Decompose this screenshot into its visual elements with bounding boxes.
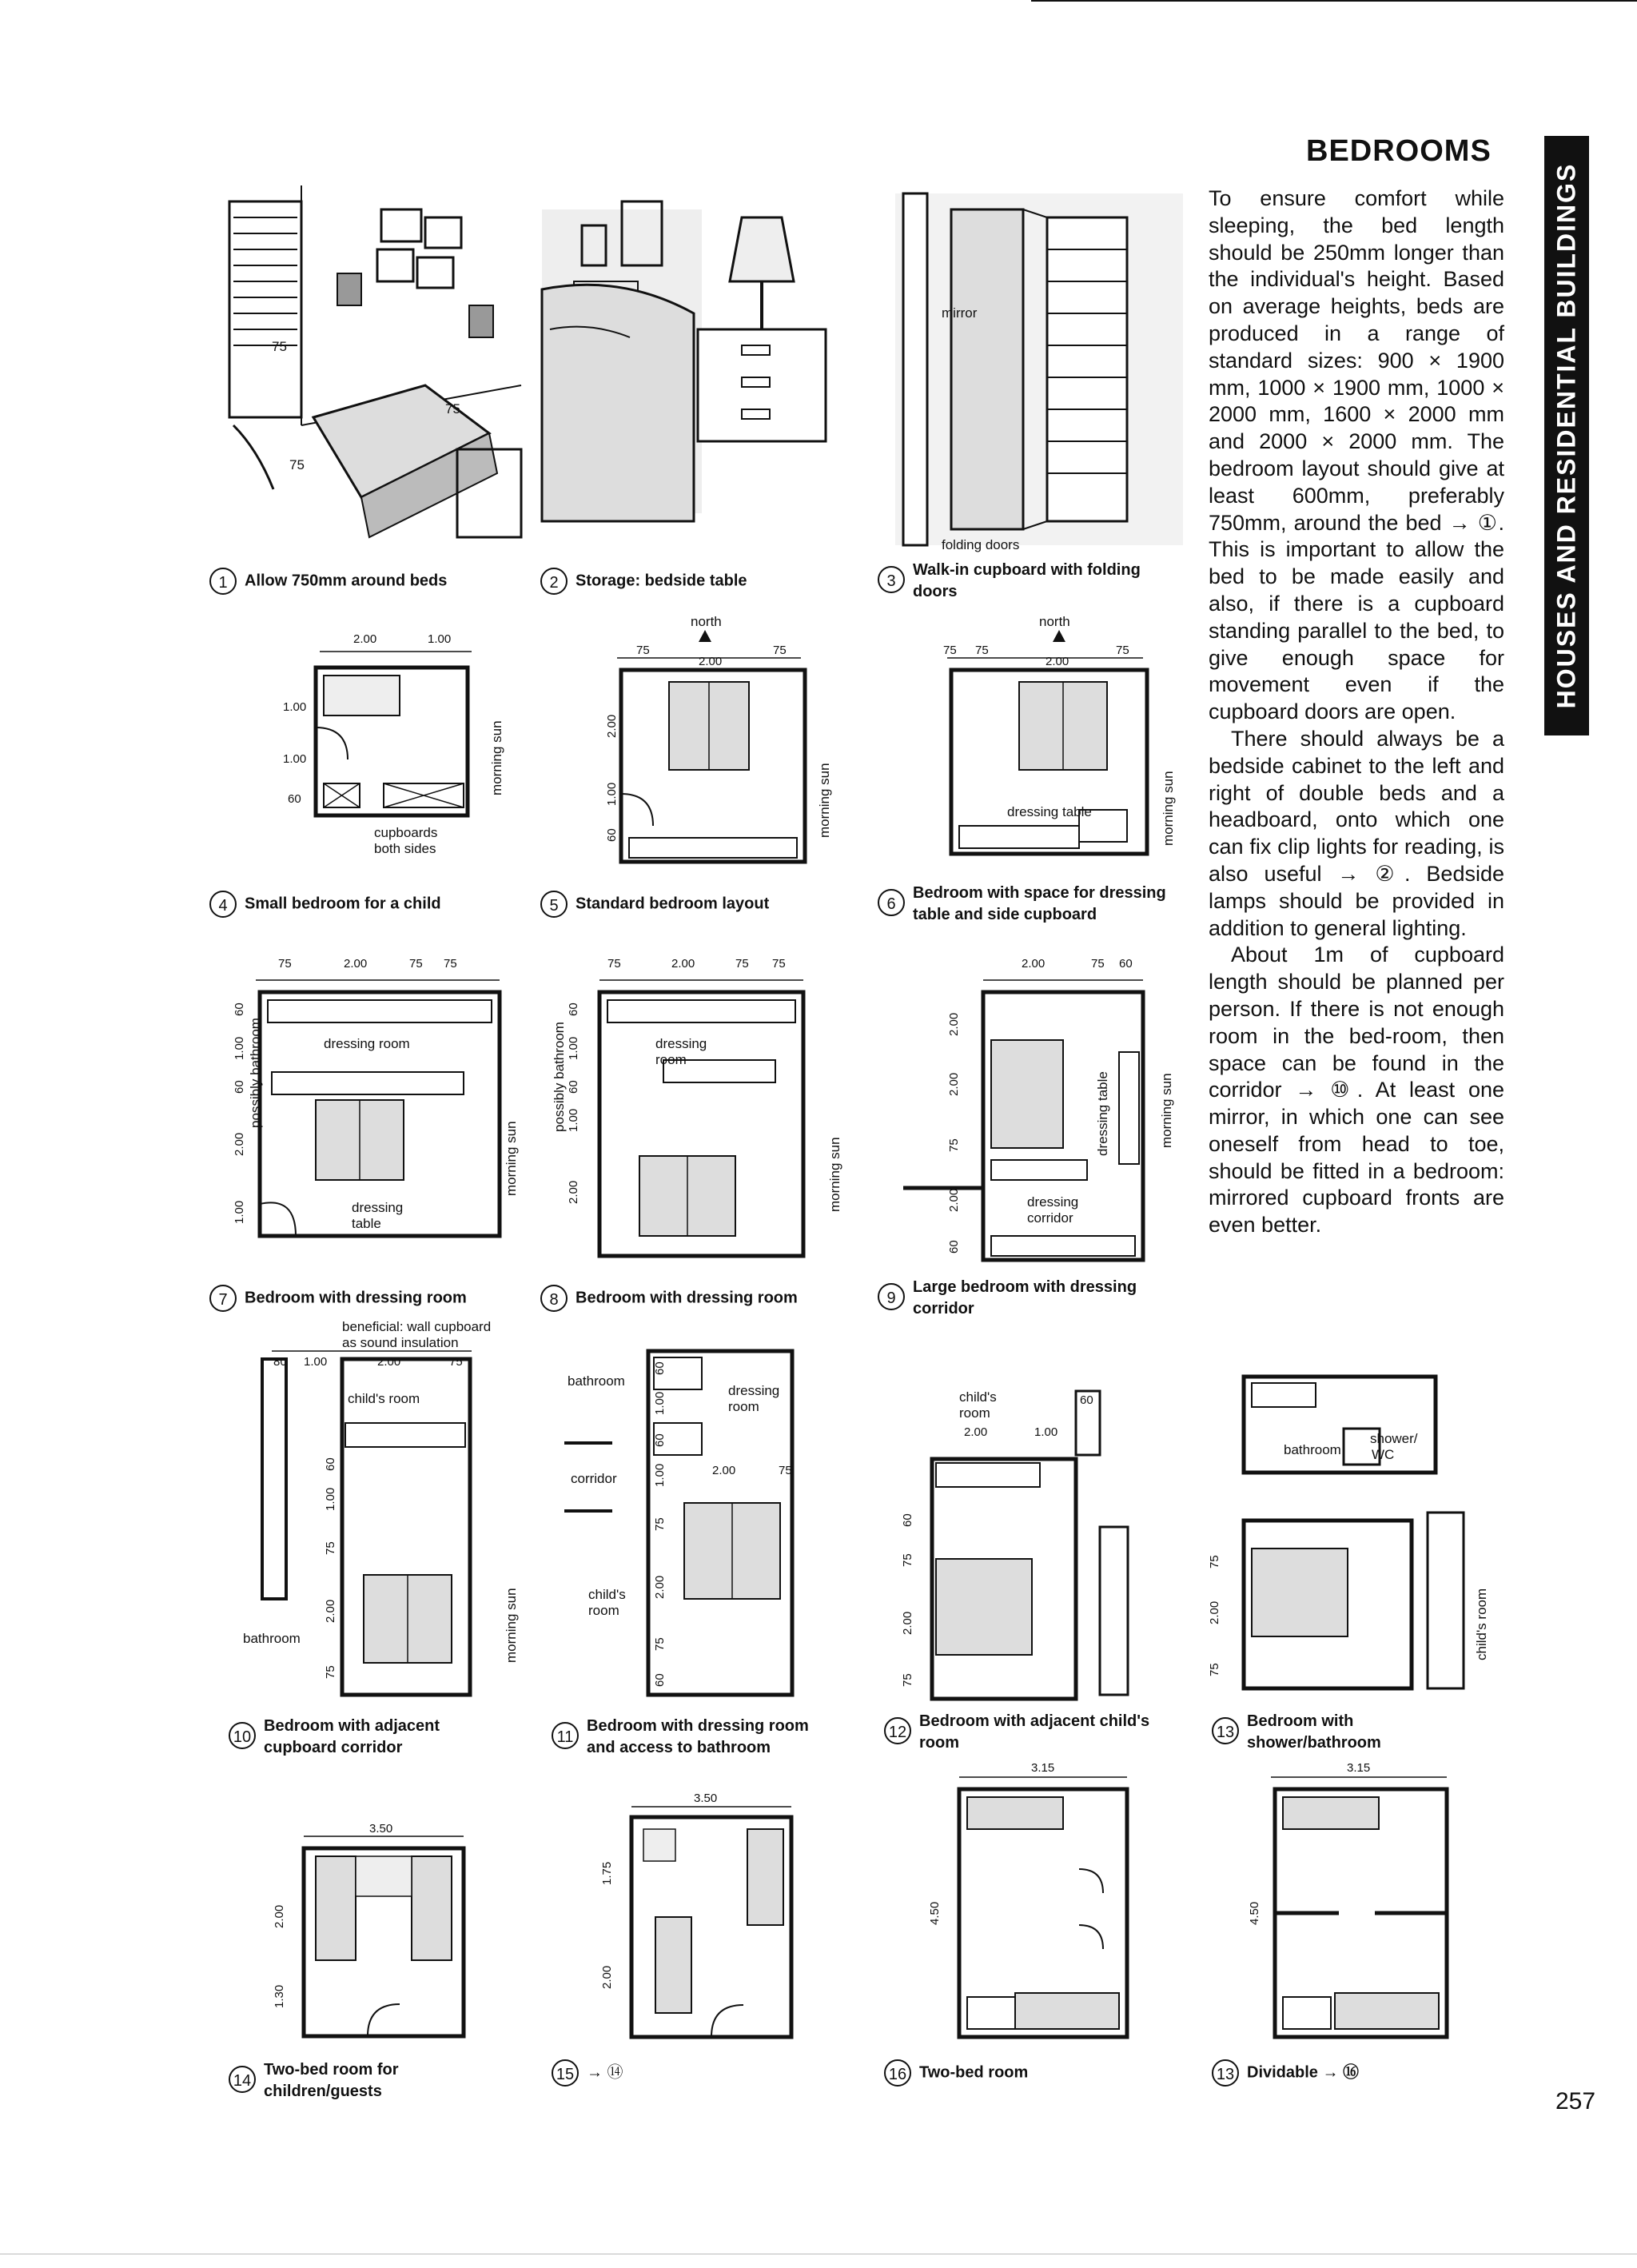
dim-label: 75 (1116, 644, 1129, 657)
figure-number: 8 (540, 1285, 568, 1312)
morning-sun-label: morning sun (1161, 771, 1176, 846)
figure-12-caption: 12 Bedroom with adjacent child's room (884, 1711, 1156, 1754)
dim-label: 75 (772, 957, 786, 971)
figure-11-plan (564, 1343, 812, 1703)
dim-label: 60 (233, 1080, 246, 1094)
bed-perspective-sketch (225, 185, 521, 537)
dressing-room-label: dressing (728, 1383, 780, 1398)
dim-label: 60 (653, 1673, 667, 1687)
figure-4-caption: 4 Small bedroom for a child (209, 891, 513, 918)
figure-6-caption: 6 Bedroom with space for dressing table and side cupboard (878, 883, 1181, 926)
dim-label: 2.00 (947, 1012, 961, 1036)
figure-number: 12 (884, 1717, 911, 1744)
dim-label: 2.00 (964, 1425, 988, 1439)
dim-label: 75 (324, 1541, 337, 1555)
childs-room-label: room (959, 1405, 990, 1421)
figure-number: 10 (229, 1722, 256, 1749)
dim-label: 75 (901, 1673, 914, 1687)
dim-label: 75 (779, 1464, 792, 1477)
dim-label: 1.75 (600, 1861, 614, 1885)
dim-label: 75 (1208, 1555, 1221, 1568)
figure-number: 13 (1212, 1717, 1239, 1744)
two-bed-room-plan-16 (919, 1765, 1151, 2045)
dim-label: 2.00 (1208, 1600, 1221, 1624)
dim-label: 60 (567, 1080, 580, 1094)
dim-label: 1.00 (233, 1200, 246, 1224)
bathroom-label: bathroom (1284, 1442, 1341, 1457)
dim-label: 75 (773, 644, 787, 657)
bathroom-label: bathroom (243, 1631, 301, 1646)
figure-8-plan (552, 956, 847, 1268)
childs-room-label: child's (588, 1587, 626, 1602)
page-number: 257 (1555, 2088, 1596, 2115)
figure-7-caption: 7 Bedroom with dressing room (209, 1285, 529, 1312)
dividable-room-plan (1247, 1765, 1479, 2045)
dim-label: 60 (1080, 1393, 1093, 1407)
dim-label: 75 (947, 1138, 961, 1152)
dim-label: 60 (653, 1433, 667, 1447)
figure-4-plan (280, 632, 520, 871)
dim-label: 3.15 (1031, 1761, 1055, 1775)
dim-label: 75 (289, 457, 305, 472)
dim-label: 75 (943, 644, 957, 657)
dim-label: 2.00 (324, 1599, 337, 1623)
bedside-table-sketch (542, 185, 838, 537)
cupboard-corridor-plan (240, 1311, 528, 1711)
childs-room-label: child's room (1474, 1588, 1489, 1660)
dim-label: 80 (273, 1355, 287, 1369)
note-label: beneficial: wall cupboard (342, 1319, 492, 1334)
dim-label: 3.50 (369, 1822, 393, 1836)
dim-label: 60 (1119, 957, 1133, 971)
dim-label: 1.00 (567, 1036, 580, 1060)
figure-13-plan (1204, 1369, 1508, 1696)
mirror-label: mirror (942, 305, 978, 321)
figure-number: 15 (552, 2059, 579, 2087)
dim-label: 2.00 (699, 655, 723, 668)
dim-label: 2.00 (947, 1072, 961, 1096)
north-label: north (1039, 614, 1070, 629)
figure-number: 11 (552, 1722, 579, 1749)
dim-label: 75 (445, 401, 460, 417)
figure-8-caption: 8 Bedroom with dressing room (540, 1285, 860, 1312)
figure-9-plan (903, 956, 1183, 1268)
dressing-corridor-label: corridor (1027, 1210, 1073, 1226)
dim-label: 2.00 (273, 1904, 286, 1928)
cupboards-label: cupboards (374, 825, 438, 840)
morning-sun-label: morning sun (489, 720, 504, 795)
dim-label: 75 (1091, 957, 1105, 971)
dim-label: 2.00 (344, 957, 368, 971)
figure-14-caption: 14 Two-bed room for children/guests (229, 2059, 484, 2103)
childs-room-label: child's (959, 1389, 997, 1405)
dim-label: 2.00 (712, 1464, 736, 1477)
dressing-table-label: dressing (352, 1200, 404, 1215)
possibly-bathroom-label: possibly bathroom (248, 1018, 263, 1128)
dim-label: 2.00 (653, 1575, 667, 1599)
figure-number: 2 (540, 568, 568, 595)
figure-16-caption: 16 Two-bed room (884, 2059, 1124, 2087)
figure-number: 13 (1212, 2059, 1239, 2087)
dim-label: 75 (901, 1553, 914, 1567)
dim-label: 75 (409, 957, 423, 971)
figure-number: 16 (884, 2059, 911, 2087)
dim-label: 1.00 (304, 1355, 328, 1369)
dim-label: 2.00 (605, 714, 619, 738)
dim-label: 2.00 (901, 1611, 914, 1635)
paragraph: About 1m of cupboard length should be planned per person. If there is not enough room in the bed-room, then space can be found in the corridor → ⑩. At least one mirror, in which one can see oneself from head to toe, should be fitted in a bedroom: mirrored cupboard fronts are even better. (1209, 943, 1504, 1238)
dressing-table-label: table (352, 1216, 381, 1231)
figure-number: 3 (878, 566, 905, 593)
page-title: BEDROOMS (1306, 134, 1492, 168)
dim-label: 3.50 (694, 1792, 718, 1805)
dim-label: 75 (272, 339, 287, 354)
dim-label: 60 (901, 1513, 914, 1527)
adjacent-childs-room-plan (884, 1383, 1140, 1703)
dressing-table-label: dressing table (1095, 1071, 1110, 1156)
dressing-room-label: dressing room (324, 1036, 410, 1051)
dim-label: 75 (636, 644, 650, 657)
body-text (1209, 185, 1504, 1239)
dim-label: 2.00 (567, 1180, 580, 1204)
dim-label: 60 (567, 1002, 580, 1016)
dim-label: 2.00 (1022, 957, 1046, 971)
dim-label: 2.00 (1046, 655, 1069, 668)
figure-6-plan (935, 614, 1191, 878)
figure-1-caption: 1 Allow 750mm around beds (209, 568, 513, 595)
figure-11-caption: 11 Bedroom with dressing room and access to bathroom (552, 1716, 823, 1759)
top-rule (1031, 0, 1637, 2)
dressing-room-label: room (728, 1399, 759, 1414)
figure-10-caption: 10 Bedroom with adjacent cupboard corridor (229, 1716, 500, 1759)
figure-number: 4 (209, 891, 237, 918)
section-tab-label: HOUSES AND RESIDENTIAL BUILDINGS (1551, 162, 1581, 709)
figure-number: 14 (229, 2066, 256, 2093)
section-tab (1544, 136, 1589, 735)
figure-3-caption: 3 Walk-in cupboard with folding doors (878, 560, 1165, 603)
figure-5-caption: 5 Standard bedroom layout (540, 891, 844, 918)
north-label: north (691, 614, 722, 629)
figure-14-plan (264, 1824, 496, 2048)
dim-label: 1.30 (273, 1984, 286, 2008)
paragraph: To ensure comfort while sleeping, the bed length should be 250mm longer than the individual's height. Based on average heights, beds are produced in a range of standard sizes: 900 × 1900 mm, 1000 × 1900 mm, 1000 × 2000 mm, 1600 × 2000 mm and 2000 × 2000 mm. The bedroom layout should give at least 600mm, preferably 750mm, around the bed → ①. This is important to allow the bed to be made easily and also, if there is a cupboard standing parallel to the bed, to give enough space for movement even if the cupboard doors are open. (1209, 186, 1504, 724)
paragraph: There should always be a bedside cabinet to the left and right of double beds and a headboard, onto which one can fix clip lights for reading, is also useful → ②. Bedside lamps should be provided in addition to general lighting. (1209, 726, 1504, 940)
figure-number: 7 (209, 1285, 237, 1312)
two-bed-room-plan-14 (264, 1824, 496, 2048)
note-label: as sound insulation (342, 1335, 459, 1350)
dim-label: 75 (1208, 1663, 1221, 1676)
figure-number: 1 (209, 568, 237, 595)
dressing-table-label: dressing table (1007, 804, 1092, 819)
dim-label: 60 (605, 828, 619, 842)
childs-room-label: room (588, 1603, 619, 1618)
morning-sun-label: morning sun (827, 1137, 842, 1212)
bedroom-dressing-room-plan-8 (552, 956, 847, 1268)
dim-label: 75 (607, 957, 621, 971)
dim-label: 4.50 (928, 1901, 942, 1925)
bathroom-label: bathroom (568, 1373, 625, 1389)
dim-label: 75 (653, 1517, 667, 1531)
walk-in-cupboard-sketch (895, 185, 1183, 553)
dim-label: 60 (947, 1240, 961, 1254)
figure-13-caption: 13 Bedroom with shower/bathroom (1212, 1711, 1484, 1754)
dim-label: 2.00 (947, 1188, 961, 1212)
figure-17-caption: 13 Dividable → ⑯ (1212, 2059, 1452, 2087)
dim-label: 2.00 (600, 1965, 614, 1989)
dim-label: 60 (288, 792, 301, 806)
dim-label: 4.50 (1248, 1901, 1261, 1925)
figure-3-sketch (895, 185, 1183, 553)
figure-17-plan (1247, 1761, 1479, 2045)
folding-doors-label: folding doors (942, 537, 1020, 552)
dim-label: 1.00 (653, 1463, 667, 1487)
morning-sun-label: morning sun (1159, 1073, 1174, 1148)
dim-label: 1.00 (283, 752, 307, 766)
dim-label: 1.00 (567, 1108, 580, 1132)
dim-label: 75 (975, 644, 989, 657)
dim-label: 1.00 (233, 1036, 246, 1060)
figure-12-plan (884, 1383, 1140, 1703)
dim-label: 75 (324, 1665, 337, 1679)
dim-label: 60 (653, 1361, 667, 1375)
dressing-room-label: dressing (655, 1036, 707, 1051)
morning-sun-label: morning sun (504, 1121, 519, 1196)
figure-number: 6 (878, 889, 905, 916)
childs-room-label: child's room (348, 1391, 420, 1406)
figure-16-plan (919, 1761, 1151, 2045)
wc-label: WC (1372, 1447, 1395, 1462)
corridor-label: corridor (571, 1471, 617, 1486)
two-bed-room-plan-15 (599, 1797, 807, 2045)
dim-label: 1.00 (653, 1391, 667, 1415)
dim-label: 60 (324, 1457, 337, 1471)
figure-2-sketch (542, 185, 838, 537)
dim-label: 2.00 (233, 1132, 246, 1156)
dim-label: 1.00 (1034, 1425, 1058, 1439)
figure-9-caption: 9 Large bedroom with dressing corridor (878, 1277, 1181, 1320)
dressing-room-label: room (655, 1052, 687, 1067)
possibly-bathroom-label: possibly bathroom (552, 1022, 567, 1132)
dressing-corridor-label: dressing (1027, 1194, 1079, 1210)
dim-label: 3.15 (1347, 1761, 1371, 1775)
dim-label: 75 (735, 957, 749, 971)
cupboards-label: both sides (374, 841, 436, 856)
figure-number: 5 (540, 891, 568, 918)
dim-label: 1.00 (428, 632, 452, 646)
dim-label: 75 (449, 1355, 463, 1369)
figure-number: 9 (878, 1283, 905, 1310)
dim-label: 75 (278, 957, 292, 971)
shower-label: shower/ (1370, 1431, 1418, 1446)
dim-label: 60 (233, 1002, 246, 1016)
dim-label: 1.00 (605, 782, 619, 806)
dim-label: 2.00 (671, 957, 695, 971)
figure-10-plan (240, 1311, 528, 1711)
figure-15-caption: 15 → ⑭ (552, 2059, 791, 2087)
dim-label: 75 (653, 1637, 667, 1651)
dim-label: 1.00 (283, 700, 307, 714)
figure-1-sketch (225, 185, 521, 537)
figure-7-plan (224, 956, 528, 1252)
morning-sun-label: morning sun (817, 763, 832, 838)
dim-label: 2.00 (353, 632, 377, 646)
figure-2-caption: 2 Storage: bedside table (540, 568, 820, 595)
figure-15-plan (599, 1792, 807, 2045)
dim-label: 1.00 (324, 1487, 337, 1511)
figure-5-plan (601, 614, 841, 878)
dim-label: 75 (444, 957, 457, 971)
dim-label: 2.00 (377, 1355, 401, 1369)
morning-sun-label: morning sun (504, 1588, 519, 1663)
shower-bathroom-plan (1204, 1369, 1508, 1696)
